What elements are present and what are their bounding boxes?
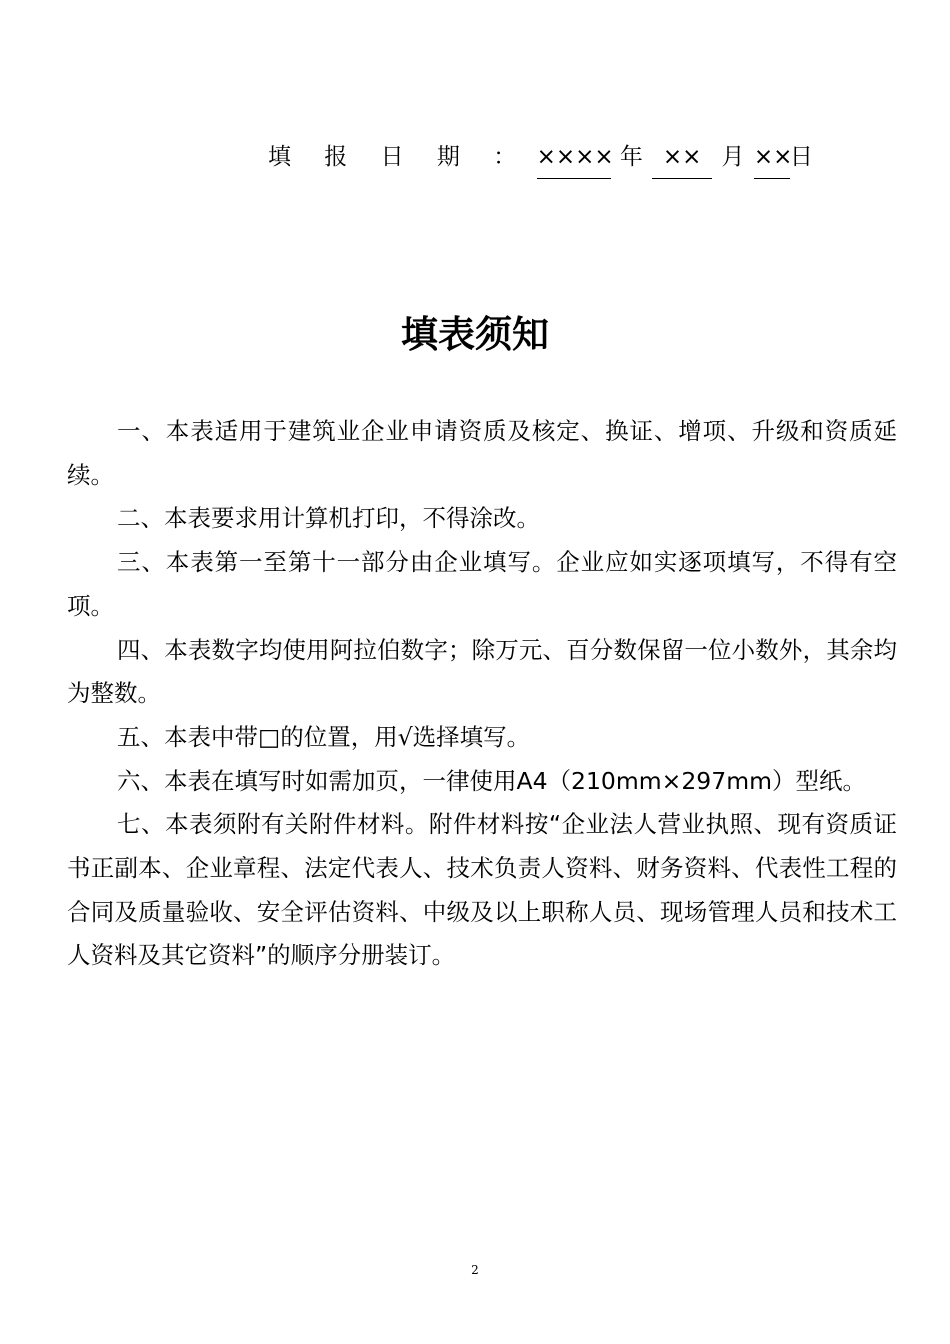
month-field[interactable]: ×× bbox=[652, 140, 712, 179]
notice-item-7: 七、本表须附有关附件材料。附件材料按“企业法人营业执照、现有资质证书正副本、企业章程、法定代表人、技术负责人资料、财务资料、代表性工程的合同及质量验收、安全评估资料、中级及以上职称人员、现场管理人员和技术工人资料及其它资料”的顺序分册装订。 bbox=[67, 810, 897, 970]
notice-item-4: 四、本表数字均使用阿拉伯数字；除万元、百分数保留一位小数外，其余均为整数。 bbox=[67, 635, 897, 708]
year-unit: 年 bbox=[619, 144, 643, 170]
page-number: 2 bbox=[471, 1263, 479, 1277]
notice-item-1: 一、本表适用于建筑业企业申请资质及核定、换证、增项、升级和资质延续。 bbox=[67, 417, 897, 489]
month-unit: 月 bbox=[721, 144, 745, 170]
notice-item-5: 五、本表中带□的位置，用√选择填写。 bbox=[117, 722, 531, 751]
page-title: 填表须知 bbox=[401, 313, 549, 356]
year-field[interactable]: ×××× bbox=[537, 140, 611, 179]
notice-item-2: 二、本表要求用计算机打印，不得涂改。 bbox=[117, 504, 540, 533]
fill-date-line bbox=[268, 140, 813, 182]
notice-list bbox=[67, 410, 897, 978]
day-field[interactable]: ×× bbox=[754, 140, 790, 179]
day-unit: 日 bbox=[789, 144, 813, 170]
notice-item-3: 三、本表第一至第十一部分由企业填写。企业应如实逐项填写，不得有空项。 bbox=[67, 548, 897, 620]
fill-date-label: 填 报 日 期 ： bbox=[268, 144, 530, 170]
notice-item-6: 六、本表在填写时如需加页，一律使用A4（210mm×297mm）型纸。 bbox=[117, 766, 866, 795]
